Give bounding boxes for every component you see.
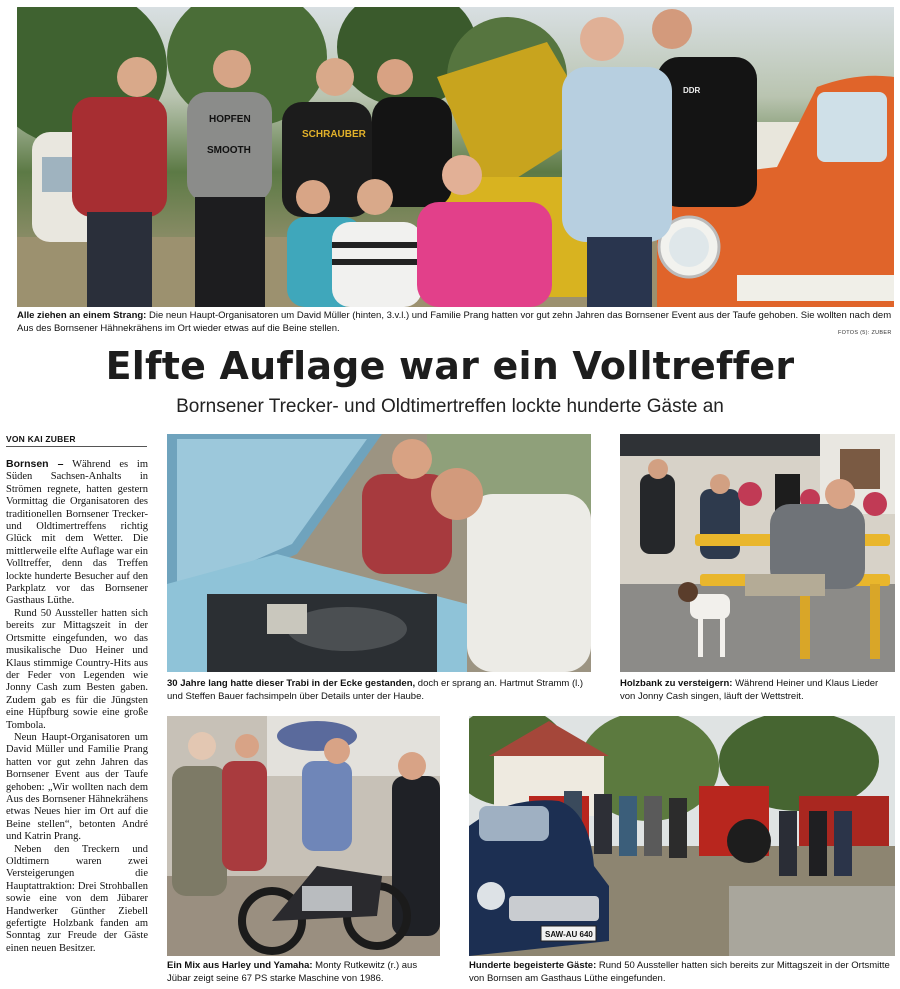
shirt-text-smooth: SMOOTH xyxy=(207,145,251,156)
photo-bench xyxy=(620,434,895,672)
photo-trabi-engine xyxy=(167,434,591,672)
article-paragraph xyxy=(6,458,148,608)
photo-motorcycles-caption-text: Monty Rutkewitz (r.) aus Jübar zeigt seine 67 PS starke Maschine von 1986. xyxy=(167,960,418,984)
photo-motorcycles-caption-lead: Ein Mix aus Harley und Yamaha: xyxy=(167,960,313,971)
article-paragraph-1-text: Während es im Süden Sachsen-Anhalts in Strömen regnete, hatten gestern Vormittag die Organisatoren des traditionellen Bornsener Trecker- und Oldtimertreffens richtig Glück mit dem Wetter. Die mittlerweile elfte Auflage war ein Volltreffer, denn das Treffen lockte hunderte Besucher auf den Parkplatz vor das Bornsener Gasthaus Lüthe. xyxy=(6,459,148,607)
photo-credit: FOTOS (5): ZUBER xyxy=(838,330,892,336)
photo-crowd-caption xyxy=(469,960,895,985)
shirt-text-hopfen: HOPFEN xyxy=(209,114,251,125)
subheadline: Bornsener Trecker- und Oldtimertreffen lockte hunderte Gäste an xyxy=(176,396,724,417)
photo-motorcycles xyxy=(167,716,440,956)
crowd-scene xyxy=(469,716,895,956)
photo-bench-caption-lead: Holzbank zu versteigern: xyxy=(620,678,733,689)
photo-motorcycles-caption xyxy=(167,960,440,985)
article-paragraph: Neun Haupt-Organisatoren um David Müller und Familie Prang hatten vor gut zehn Jahren das Bornsener Event aus der Taufe gehoben: „Wir wollten nach dem Aus des Bornsener Hähnekrähens etwas Neues hier im Ort auf die Beine stellen“, betonten André und Katrin Prang. xyxy=(6,731,149,843)
license-plate: SAW-AU 640 xyxy=(545,930,593,939)
photo-bench-caption xyxy=(620,678,895,703)
photo-crowd-caption-lead: Hunderte begeisterte Gäste: xyxy=(469,960,597,971)
dateline-place: Bornsen – xyxy=(6,458,64,470)
top-group-photo xyxy=(17,7,894,307)
top-photo-caption-text: Die neun Haupt-Organisatoren um David Müller (hinten, 3.v.l.) und Familie Prang hatten vor gut zehn Jahren das Bornsener Event aus der Taufe gehoben. Sie wollten nach dem Aus des Bornsener Hähnekrähens im Ort wieder etwas auf die Beine stellen. xyxy=(17,310,892,334)
headline: Elfte Auflage war ein Volltreffer xyxy=(105,344,795,388)
article-paragraph: Neben den Treckern und Oldtimern waren zwei Versteigerungen die Hauptattraktion: Drei Strohballen sowie eine von dem Jübarer Handwerker Günther Ziebell gefertigte Holzbank fanden am Sonntag zur Freude der Gäste einen neuen Besitzer. xyxy=(6,843,148,954)
top-photo-caption xyxy=(17,310,893,335)
photo-crowd xyxy=(469,716,895,956)
photo-trabi-caption-text: doch er sprang an. Hartmut Stramm (l.) und Steffen Bauer fachsimpeln über Details unter der Haube. xyxy=(167,678,584,702)
photo-trabi-caption-lead: 30 Jahre lang hatte dieser Trabi in der Ecke gestanden, xyxy=(167,678,416,689)
shirt-text-ddr: DDR xyxy=(683,86,701,95)
photo-crowd-caption-text: Rund 50 Aussteller hatten sich bereits zur Mittagszeit in der Ortsmitte von Bornsen am Gasthaus Lüthe eingefunden. xyxy=(469,960,890,984)
bench-scene xyxy=(620,434,895,672)
article-body xyxy=(6,458,148,955)
byline: VON KAI ZUBER xyxy=(6,434,147,447)
photo-bench-caption-text: Während Heiner und Klaus Lieder von Jonny Cash singen, läuft der Wettstreit. xyxy=(620,678,879,702)
top-photo-scene xyxy=(17,7,894,307)
photo-trabi-caption xyxy=(167,678,591,703)
top-photo-caption-lead: Alle ziehen an einem Strang: xyxy=(17,310,147,321)
article-paragraph: Rund 50 Aussteller hatten sich bereits zur Mittagszeit in der Ortsmitte eingefunden, wo das musikalische Duo Heiner und Klaus stimmige Country-Hits aus der Feder von Legenden wie Jonny Cash zum Besten gaben. Zudem gab es für die Jüngsten eine Hüpfburg sowie eine große Tombola. xyxy=(6,607,148,731)
trabi-scene xyxy=(167,434,591,672)
motorcycle-scene xyxy=(167,716,440,956)
shirt-text-schrauber: SCHRAUBER xyxy=(302,129,366,140)
